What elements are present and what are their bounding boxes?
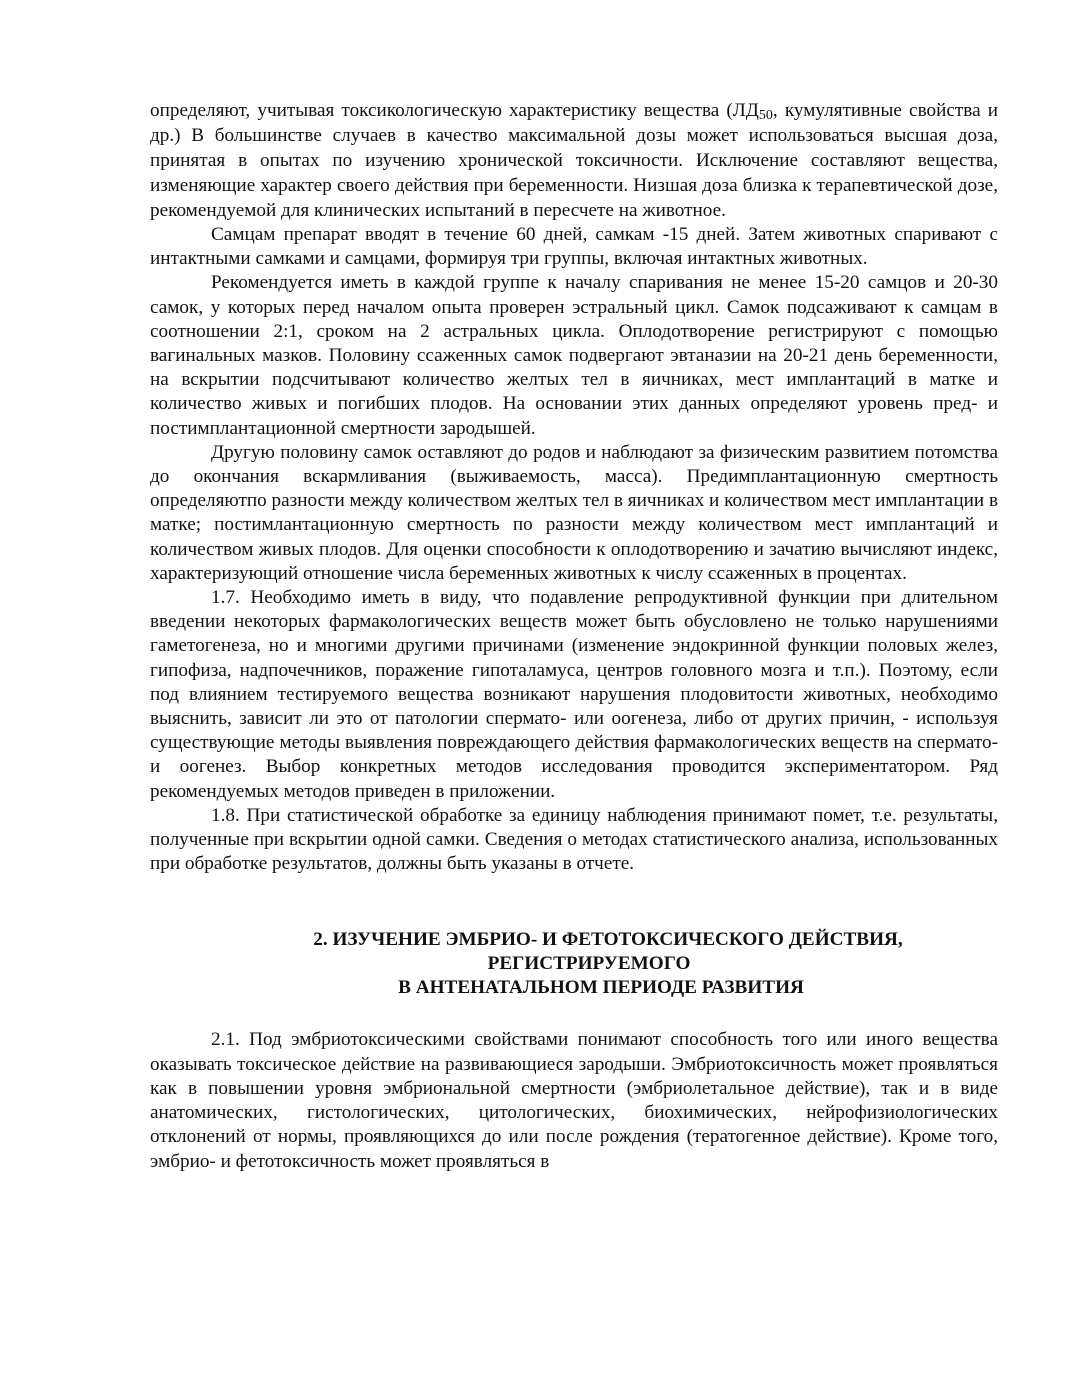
- paragraph-1-8: 1.8. При статистической обработке за единицу наблюдения принимают помет, т.е. результаты, полученные при вскрытии одной самки. Сведения о методах статистического анализа, использованных при обработке результатов, должны быть указаны в отчете.: [150, 804, 998, 875]
- paragraph-offspring-observation: Другую половину самок оставляют до родов и наблюдают за физическим развитием потомства до окончания вскармливания (выживаемость, масса). Предимплантационную смертность определяютпо разности между количеством желтых тел в яичниках и количеством мест имплантации в матке; постимлантационную смертность по разности между количеством мест имплантаций и количеством живых плодов. Для оценки способности к оплодотворению и зачатию вычисляют индекс, характеризующий отношение числа беременных животных к числу ссаженных в процентах.: [150, 441, 998, 584]
- paragraph-dose-selection: [150, 98, 998, 223]
- paragraph-text: , кумулятивные свойства и др.) В большинстве случаев в качество максимальной дозы может использоваться высшая доза, принятая в опытах по изучению хронической токсичности. Исключение составляют вещества, изменяющие характер своего действия при беременности. Низшая доза близка к терапевтической дозе, рекомендуемой для клинических испытаний в пересчете на животное.: [150, 100, 998, 221]
- heading-line-2: РЕГИСТРИРУЕМОГО: [487, 953, 691, 975]
- section-heading: [150, 928, 998, 1000]
- heading-line-3: В АНТЕНАТАЛЬНОМ ПЕРИОДЕ РАЗВИТИЯ: [398, 977, 804, 999]
- subscript-50: 50: [758, 108, 773, 123]
- paragraph-group-size: Рекомендуется иметь в каждой группе к началу спаривания не менее 15-20 самцов и 20-30 самок, у которых перед началом опыта проверен эстральный цикл. Самок подсаживают к самцам в соотношении 2:1, сроком на 2 астральных цикла. Оплодотворение регистрируют с помощью вагинальных мазков. Половину ссаженных самок подвергают эвтаназии на 20-21 день беременности, на вскрытии подсчитывают количество желтых тел в яичниках, мест имплантаций в матке и количество живых и погибших плодов. На основании этих данных определяют уровень пред- и постимплантационной смертности зародышей.: [150, 272, 998, 439]
- paragraph-dosing-schedule: Самцам препарат вводят в течение 60 дней, самкам -15 дней. Затем животных спаривают с интактными самками и самцами, формируя три группы, включая интактных животных.: [150, 224, 998, 270]
- document-page: [150, 98, 998, 1174]
- paragraph-1-7: 1.7. Необходимо иметь в виду, что подавление репродуктивной функции при длительном введении некоторых фармакологических веществ может быть обусловлено не только нарушениями гаметогенеза, но и многими другими причинами (изменение эндокринной функции половых желез, гипофиза, надпочечников, поражение гипоталамуса, центров головного мозга и т.п.). Поэтому, если под влиянием тестируемого вещества возникают нарушения плодовитости животных, необходимо выяснить, зависит ли это от патологии спермато- или оогенеза, либо от других причин, - используя существующие методы выявления повреждающего действия фармакологических веществ на спермато- и оогенез. Выбор конкретных методов исследования проводится экспериментатором. Ряд рекомендуемых методов приведен в приложении.: [150, 587, 998, 802]
- paragraph-text: определяют, учитывая токсикологическую характеристику вещества (ЛД: [150, 100, 759, 121]
- heading-line-1: 2. ИЗУЧЕНИЕ ЭМБРИО- И ФЕТОТОКСИЧЕСКОГО ДЕЙСТВИЯ,: [313, 929, 903, 951]
- paragraph-2-1: 2.1. Под эмбриотоксическими свойствами понимают способность того или иного вещества оказывать токсическое действие на развивающиеся зародыши. Эмбриотоксичность может проявляться как в повышении уровня эмбриональной смертности (эмбриолетальное действие), так и в виде анатомических, гистологических, цитологических, биохимических, нейрофизиологических отклонений от нормы, проявляющихся до или после рождения (тератогенное действие). Кроме того, эмбрио- и фетотоксичность может проявляться в: [150, 1029, 998, 1172]
